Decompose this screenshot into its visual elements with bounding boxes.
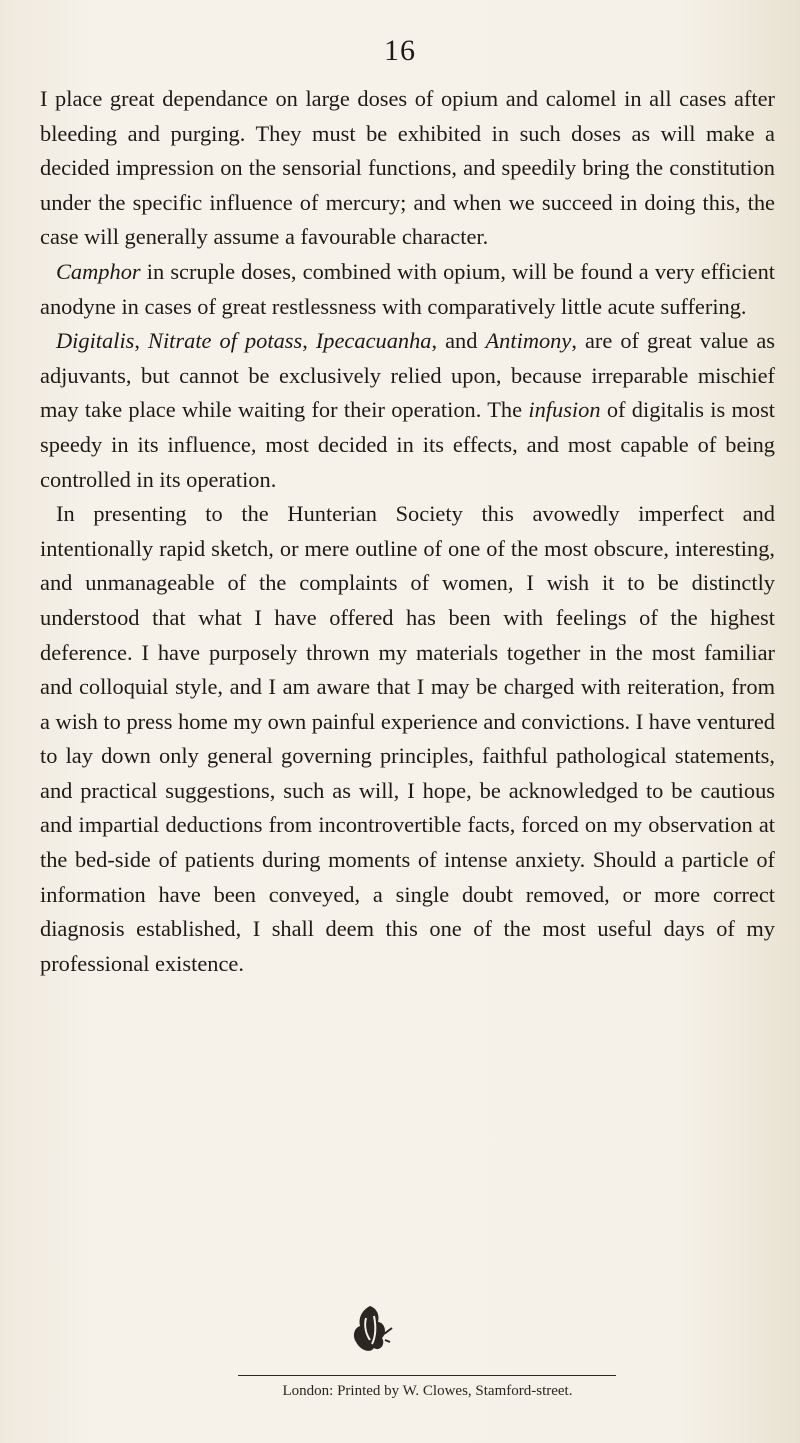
italic-term: Nitrate of potass [148, 328, 303, 354]
paragraph [40, 82, 775, 255]
text-run: In presenting to the Hunterian Society this avowedly imperfect and intentionally rapid sketch, or mere outline of one of the most obscure, interesting, and unmanageable of the complaints of women, I wish it to be distinctly understood that what I have offered has been with feelings of the highest deference. I have purposely thrown my materials together in the most familiar and colloquial style, and I am aware that I may be charged with reiteration, from a wish to press home my own painful experience and convictions. I have ventured to lay down only general governing principles, faithful pathological statements, and practical suggestions, such as will, I hope, be acknowledged to be cautious and impartial deductions from incontrovertible facts, forced on my observation at the bed-side of patients during moments of intense anxiety. Should a particle of information have been conveyed, a single doubt removed, or more correct diagnosis established, I shall deem this one of the most useful days of my professional existence. [40, 501, 775, 976]
text-run: I place great dependance on large doses of opium and calomel in all cases after bleeding and purging. They must be exhibited in such doses as will make a decided impression on the sensorial functions, and speedily bring the constitution under the specific influence of mercury; and when we succeed in doing this, the case will generally assume a favourable character. [40, 86, 775, 250]
text-run: of digitalis is most speedy in its influence, most decided in its effects, and most capable of being controlled in its operation. [40, 397, 775, 492]
paragraph [40, 324, 775, 497]
text-run: in scruple doses, combined with opium, will be found a very efficient anodyne in cases of great restlessness with comparatively little acute suffering. [40, 258, 775, 319]
body-text [40, 82, 775, 981]
printer-imprint: London: Printed by W. Clowes, Stamford-street. [282, 1383, 573, 1399]
italic-term: infusion [528, 397, 601, 423]
italic-term: Antimony [485, 328, 572, 354]
text-run: , [302, 328, 316, 354]
printer-device-icon [340, 1300, 400, 1360]
italic-term: Digitalis [56, 328, 135, 354]
footer-rule [238, 1375, 616, 1376]
paragraph [40, 255, 775, 324]
paragraph [40, 497, 775, 981]
italic-term: Camphor [56, 258, 141, 284]
text-run: , [134, 328, 149, 354]
italic-term: Ipecacuanha [315, 328, 432, 354]
page-number: 16 [384, 34, 416, 67]
text-run: , and [431, 328, 486, 354]
text-run: , are of great value as adjuvants, but cannot be exclusively relied upon, because irreparable mischief may take place while waiting for their operation. The [40, 328, 775, 423]
